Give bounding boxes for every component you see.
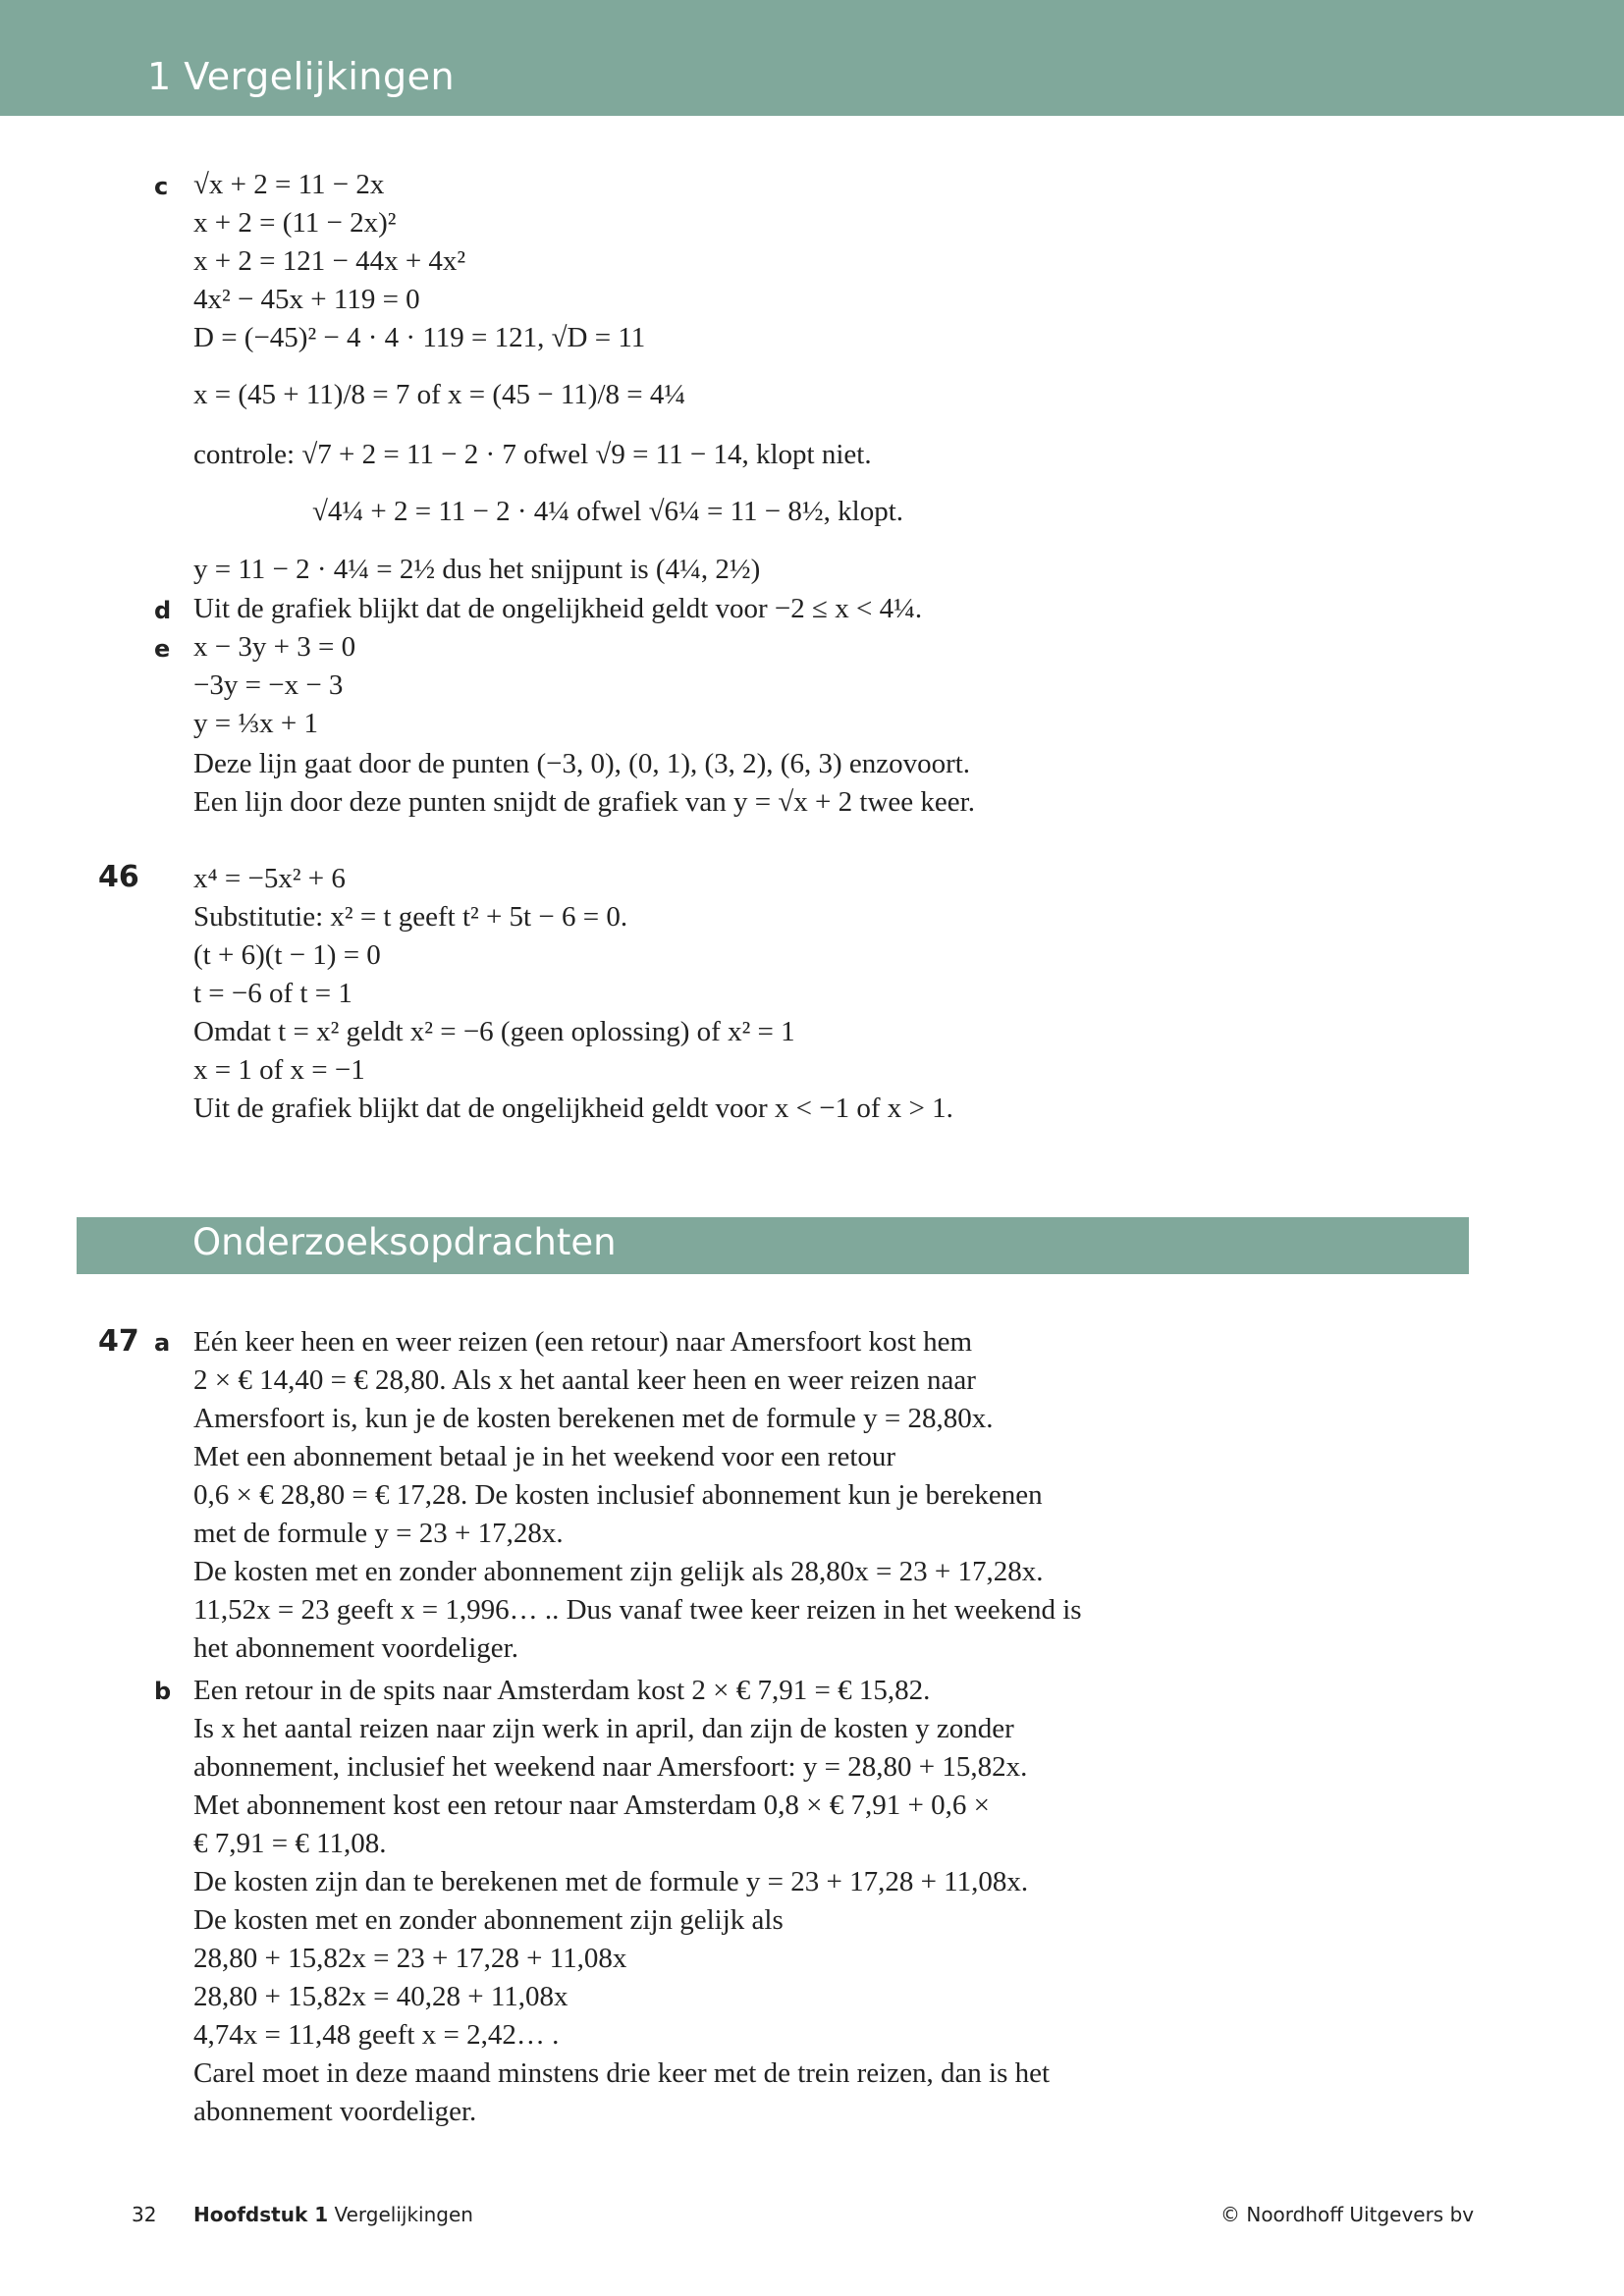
part-c-line: controle: √7 + 2 = 11 − 2 · 7 ofwel √9 = 11 − 14, klopt niet. xyxy=(193,439,872,470)
part-c-line: x = (45 + 11)/8 = 7 of x = (45 − 11)/8 = 4¼ xyxy=(193,379,686,410)
part-c-line: √4¼ + 2 = 11 − 2 · 4¼ ofwel √6¼ = 11 − 8½, klopt. xyxy=(312,496,904,527)
exercise-46-line: Substitutie: x² = t geeft t² + 5t − 6 = 0. xyxy=(193,901,628,933)
exercise-47a-line: De kosten met en zonder abonnement zijn gelijk als 28,80x = 23 + 17,28x. xyxy=(193,1556,1044,1587)
footer-chapter-bold: Hoofdstuk 1 xyxy=(193,2203,329,2226)
part-c-line: x + 2 = (11 − 2x)² xyxy=(193,207,397,239)
part-c-line: x + 2 = 121 − 44x + 4x² xyxy=(193,245,466,277)
footer-copyright: © Noordhoff Uitgevers bv xyxy=(1220,2203,1475,2226)
exercise-46-line: x = 1 of x = −1 xyxy=(193,1054,365,1086)
exercise-47a-line: 11,52x = 23 geeft x = 1,996… .. Dus vanaf twee keer reizen in het weekend is xyxy=(193,1594,1082,1626)
section-title: Onderzoeksopdrachten xyxy=(192,1221,617,1263)
exercise-47b-line: De kosten zijn dan te berekenen met de formule y = 23 + 17,28 + 11,08x. xyxy=(193,1866,1029,1897)
part-c-line: 4x² − 45x + 119 = 0 xyxy=(193,284,420,315)
exercise-47a-line: Eén keer heen en weer reizen (een retour) naar Amersfoort kost hem xyxy=(193,1326,973,1358)
exercise-47-number: 47 xyxy=(98,1324,139,1359)
part-d-label: d xyxy=(154,597,172,624)
exercise-46-line: t = −6 of t = 1 xyxy=(193,978,352,1009)
exercise-47a-line: het abonnement voordeliger. xyxy=(193,1632,518,1664)
part-d-line: Uit de grafiek blijkt dat de ongelijkheid geldt voor −2 ≤ x < 4¼. xyxy=(193,593,923,624)
part-c-line: √x + 2 = 11 − 2x xyxy=(193,169,385,200)
exercise-47b-line: abonnement voordeliger. xyxy=(193,2096,477,2127)
exercise-47a-line: 0,6 × € 28,80 = € 17,28. De kosten inclusief abonnement kun je berekenen xyxy=(193,1479,1043,1511)
exercise-46-line: x⁴ = −5x² + 6 xyxy=(193,863,346,894)
exercise-47b-line: Met abonnement kost een retour naar Amsterdam 0,8 × € 7,91 + 0,6 × xyxy=(193,1789,990,1821)
part-e-line: Deze lijn gaat door de punten (−3, 0), (0, 1), (3, 2), (6, 3) enzovoort. xyxy=(193,748,971,779)
part-e-label: e xyxy=(154,635,171,663)
exercise-47a-line: met de formule y = 23 + 17,28x. xyxy=(193,1518,564,1549)
exercise-47a-line: 2 × € 14,40 = € 28,80. Als x het aantal keer heen en weer reizen naar xyxy=(193,1364,976,1396)
part-a-label: a xyxy=(154,1329,171,1357)
exercise-47b-line: Een retour in de spits naar Amsterdam kost 2 × € 7,91 = € 15,82. xyxy=(193,1675,931,1706)
part-e-line: x − 3y + 3 = 0 xyxy=(193,631,356,663)
exercise-47b-line: 4,74x = 11,48 geeft x = 2,42… . xyxy=(193,2019,560,2051)
exercise-47a-line: Met een abonnement betaal je in het weekend voor een retour xyxy=(193,1441,896,1472)
chapter-title: 1 Vergelijkingen xyxy=(147,55,456,98)
chapter-header-bar xyxy=(0,0,1624,116)
footer-chapter xyxy=(193,2203,473,2226)
part-c-label: c xyxy=(154,173,169,200)
exercise-46-line: Omdat t = x² geldt x² = −6 (geen oplossing) of x² = 1 xyxy=(193,1016,795,1047)
part-c-line: y = 11 − 2 · 4¼ = 2½ dus het snijpunt is (4¼, 2½) xyxy=(193,554,761,585)
exercise-47b-line: Is x het aantal reizen naar zijn werk in april, dan zijn de kosten y zonder xyxy=(193,1713,1014,1744)
exercise-47b-line: € 7,91 = € 11,08. xyxy=(193,1828,387,1859)
exercise-47b-line: abonnement, inclusief het weekend naar Amersfoort: y = 28,80 + 15,82x. xyxy=(193,1751,1028,1783)
exercise-47b-line: De kosten met en zonder abonnement zijn gelijk als xyxy=(193,1904,784,1936)
footer-chapter-rest: Vergelijkingen xyxy=(334,2203,473,2226)
part-e-line: −3y = −x − 3 xyxy=(193,669,344,701)
exercise-46-line: Uit de grafiek blijkt dat de ongelijkheid geldt voor x < −1 of x > 1. xyxy=(193,1093,953,1124)
part-e-line: Een lijn door deze punten snijdt de grafiek van y = √x + 2 twee keer. xyxy=(193,786,975,818)
exercise-47b-line: Carel moet in deze maand minstens drie keer met de trein reizen, dan is het xyxy=(193,2057,1051,2089)
page-number: 32 xyxy=(132,2203,157,2226)
exercise-46-line: (t + 6)(t − 1) = 0 xyxy=(193,939,381,971)
exercise-47b-line: 28,80 + 15,82x = 40,28 + 11,08x xyxy=(193,1981,568,2012)
part-c-line: D = (−45)² − 4 · 4 · 119 = 121, √D = 11 xyxy=(193,322,646,353)
exercise-46-number: 46 xyxy=(98,860,139,894)
section-header-bar xyxy=(77,1217,1469,1274)
part-e-line: y = ⅓x + 1 xyxy=(193,708,318,739)
exercise-47a-line: Amersfoort is, kun je de kosten berekenen met de formule y = 28,80x. xyxy=(193,1403,994,1434)
part-b-label: b xyxy=(154,1678,172,1705)
exercise-47b-line: 28,80 + 15,82x = 23 + 17,28 + 11,08x xyxy=(193,1943,627,1974)
